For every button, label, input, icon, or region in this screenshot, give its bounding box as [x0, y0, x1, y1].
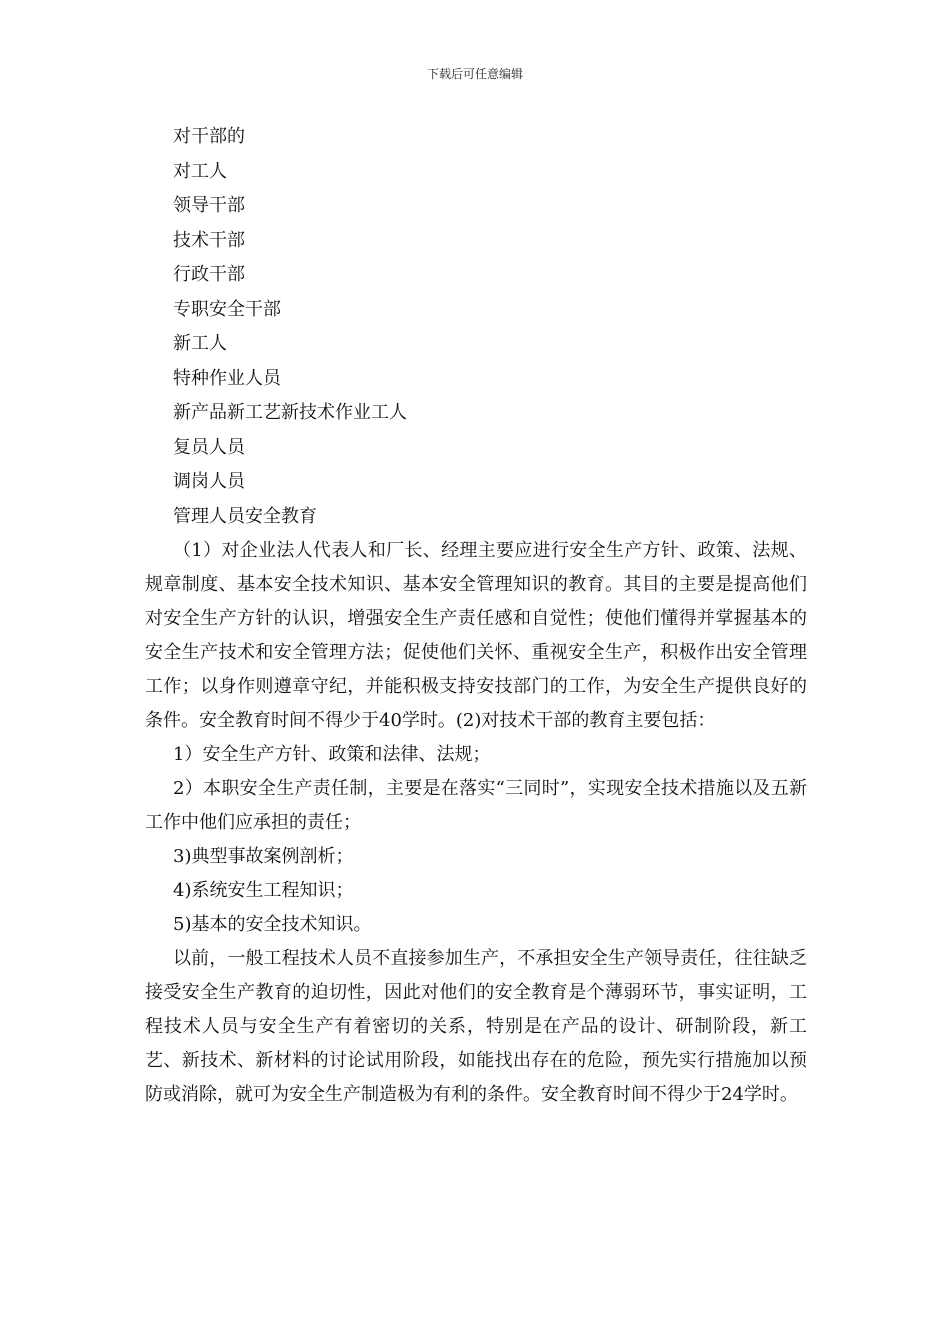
list-line: 调岗人员	[173, 471, 245, 492]
list-line: 技术干部	[173, 229, 245, 251]
list-item-system-safety: 4)系统安生工程知识；	[173, 880, 354, 901]
paragraph-engineering-staff: 以前，一般工程技术人员不直接参加生产，不承担安全生产领导责任，往往缺乏接受安全生产教育的迫切性，因此对他们的安全教育是个薄弱环节，事实证明，工程技术人员与安全生产有着密切的关系，特别是在产品的设计、研制阶段，新工艺、新技术、新材料的讨论试用阶段，如能找出存在的危险，预先实行措施加以预防或消除，就可为安全生产制造极为有利的条件。安全教育时间不得少于24学时。	[145, 948, 807, 1105]
list-line: 新产品新工艺新技术作业工人	[173, 402, 407, 423]
list-line: 复员人员	[173, 436, 245, 458]
list-line: 专职安全干部	[173, 298, 281, 320]
list-item-basic-knowledge: 5)基本的安全技术知识。	[173, 914, 372, 935]
document-body	[145, 120, 807, 1112]
list-line: 新工人	[173, 333, 227, 354]
list-line: 管理人员安全教育	[173, 505, 317, 527]
page-header-note: 下载后可任意编辑	[426, 67, 523, 81]
paragraph-management-education: （1）对企业法人代表人和厂长、经理主要应进行安全生产方针、政策、法规、规章制度、基本安全技术知识、基本安全管理知识的教育。其目的主要是提高他们对安全生产方针的认识，增强安全生产责任感和自觉性；使他们懂得并掌握基本的安全生产技术和安全管理方法；促使他们关怀、重视安全生产，积极作出安全管理工作；以身作则遵章守纪，并能积极支持安技部门的工作，为安全生产提供良好的条件。安全教育时间不得少于40学时。(2)对技术干部的教育主要包括：	[145, 540, 807, 731]
list-line: 对干部的	[173, 126, 245, 147]
list-line: 领导干部	[173, 195, 245, 216]
list-item-case-analysis: 3)典型事故案例剖析；	[173, 846, 354, 867]
list-line: 行政干部	[173, 264, 245, 285]
list-item-policy: 1）安全生产方针、政策和法律、法规；	[173, 744, 491, 765]
list-line: 特种作业人员	[173, 367, 281, 389]
list-line: 对工人	[173, 160, 227, 182]
list-item-responsibility: 2）本职安全生产责任制，主要是在落实“三同时”，实现安全技术措施以及五新工作中他们应承担的责任；	[145, 778, 807, 833]
